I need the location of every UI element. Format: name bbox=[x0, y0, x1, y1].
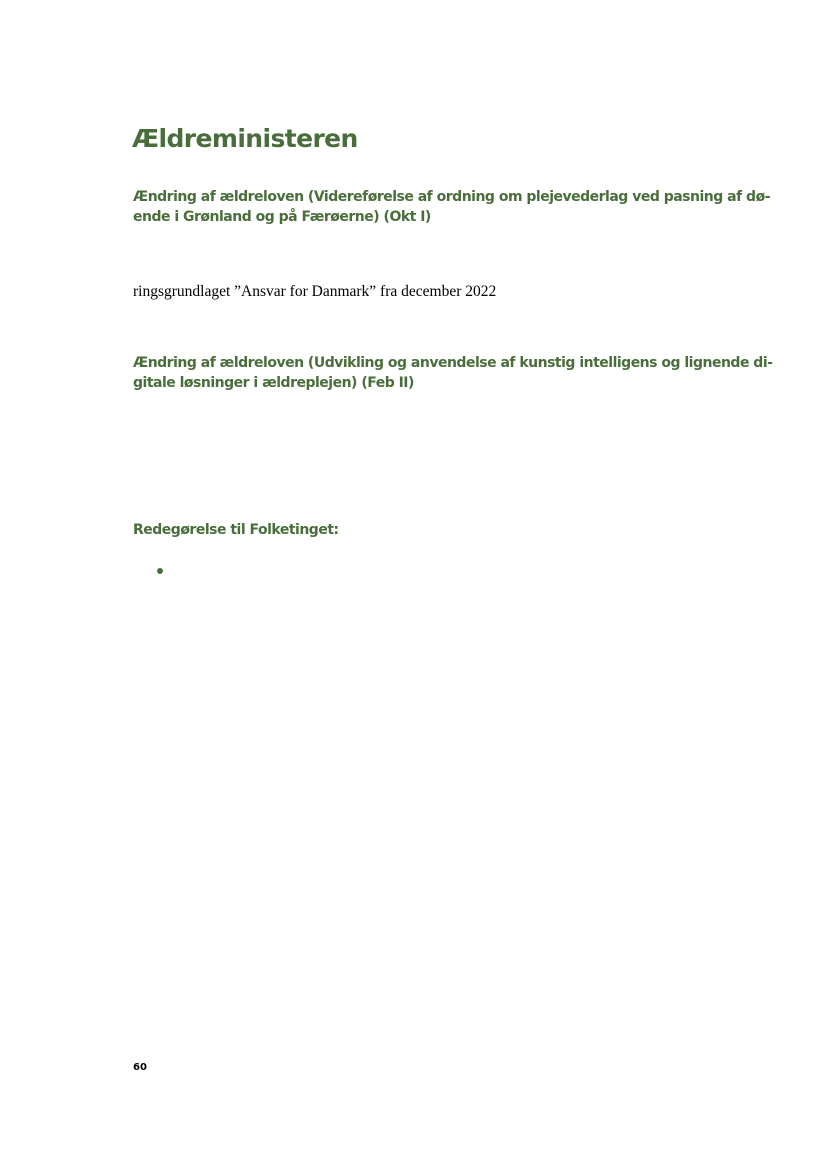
section-heading-line: gitale løsninger i ældreplejen) (Feb II) bbox=[133, 375, 414, 391]
bullet-point-icon bbox=[157, 568, 163, 574]
body-text-fragment: ringsgrundlaget ”Ansvar for Danmark” fra december 2022 bbox=[133, 283, 497, 300]
section-heading-plejevederlag bbox=[133, 187, 771, 227]
section-heading-line: ende i Grønland og på Færøerne) (Okt I) bbox=[133, 209, 431, 225]
section-heading-line: Ændring af ældreloven (Videreførelse af ordning om plejevederlag ved pasning af dø- bbox=[133, 189, 771, 205]
section-heading-kunstig-intelligens bbox=[133, 353, 773, 393]
section-heading-line: Ændring af ældreloven (Udvikling og anvendelse af kunstig intelligens og lignende di- bbox=[133, 355, 773, 371]
page-number: 60 bbox=[133, 1062, 147, 1073]
page-title: Ældreministeren bbox=[132, 124, 358, 153]
subheading-redegoerelse: Redegørelse til Folketinget: bbox=[133, 522, 339, 538]
